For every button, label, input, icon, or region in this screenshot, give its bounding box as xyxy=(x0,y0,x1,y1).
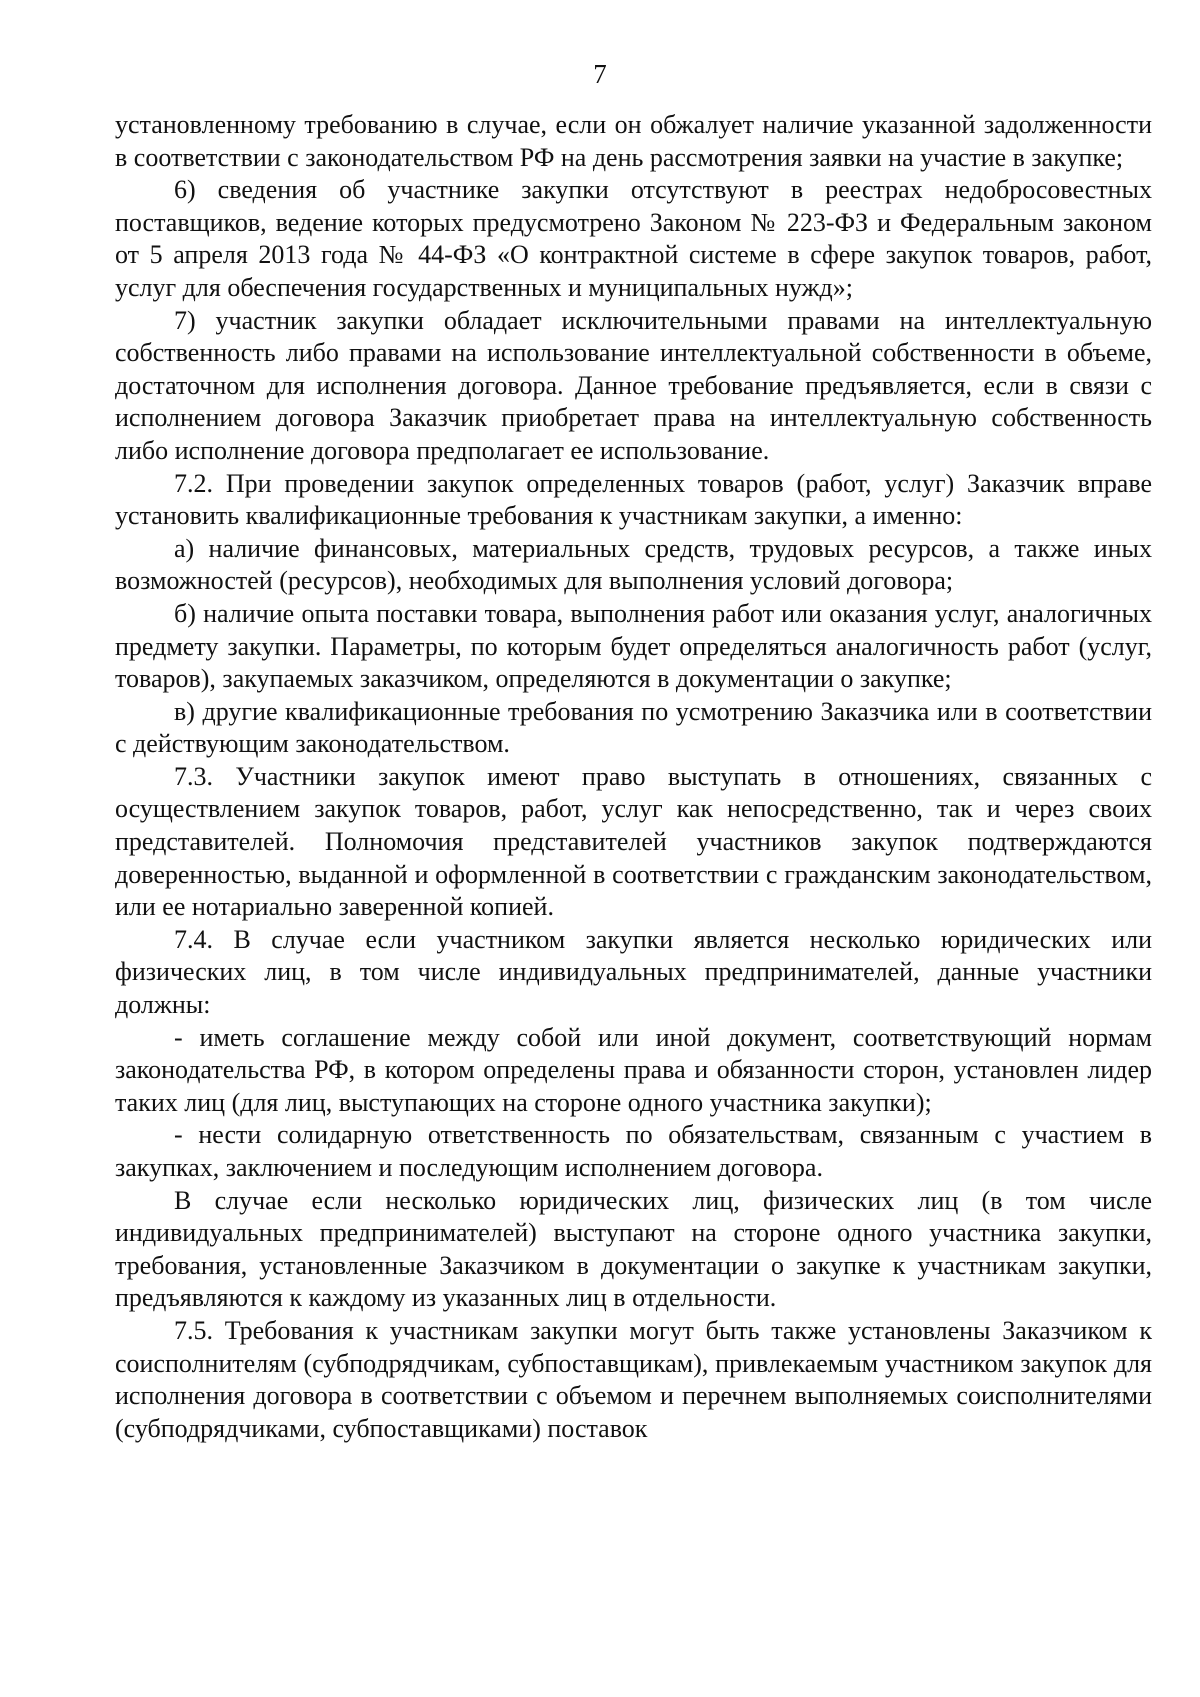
paragraph: В случае если несколько юридических лиц, физических лиц (в том числе индивидуальных предпринимателей) выступают на стороне одного участника закупки, требования, установленные Заказчиком в документации о закупке к участникам закупки, предъявляются к каждому из указанных лиц в отдельности. xyxy=(115,1185,1152,1313)
paragraph: - нести солидарную ответственность по обязательствам, связанным с участием в закупках, заключением и последующим исполнением договора. xyxy=(115,1120,1152,1182)
paragraph: 7.3. Участники закупок имеют право выступать в отношениях, связанных с осуществлением закупок товаров, работ, услуг как непосредственно, так и через своих представителей. Полномочия представителей участников закупок подтверждаются доверенностью, выданной и оформленной в соответствии с гражданским законодательством, или ее нотариально заверенной копией. xyxy=(115,761,1152,922)
paragraph: 7.5. Требования к участникам закупки могут быть также установлены Заказчиком к соисполнителям (субподрядчикам, субпоставщикам), привлекаемым участником закупок для исполнения договора в соответствии с объемом и перечнем выполняемых соисполнителями (субподрядчиками, субпоставщиками) поставок xyxy=(115,1315,1152,1443)
paragraph: 7) участник закупки обладает исключительными правами на интеллектуальную собственность либо правами на использование интеллектуальной собственности в объеме, достаточном для исполнения договора. Данное требование предъявляется, если в связи с исполнением договора Заказчик приобретает права на интеллектуальную собственность либо исполнение договора предполагает ее использование. xyxy=(115,305,1152,465)
paragraph: в) другие квалификационные требования по усмотрению Заказчика или в соответствии с действующим законодательством. xyxy=(115,696,1152,759)
document-body xyxy=(115,109,1152,1445)
paragraph: 7.2. При проведении закупок определенных товаров (работ, услуг) Заказчик вправе установить квалификационные требования к участникам закупки, а именно: xyxy=(115,468,1152,531)
page-number: 7 xyxy=(593,59,607,89)
paragraph: а) наличие финансовых, материальных средств, трудовых ресурсов, а также иных возможностей (ресурсов), необходимых для выполнения условий договора; xyxy=(115,533,1152,596)
paragraph: - иметь соглашение между собой или иной документ, соответствующий нормам законодательства РФ, в котором определены права и обязанности сторон, установлен лидер таких лиц (для лиц, выступающих на стороне одного участника закупки); xyxy=(115,1022,1152,1117)
paragraph: б) наличие опыта поставки товара, выполнения работ или оказания услуг, аналогичных предмету закупки. Параметры, по которым будет определяться аналогичность работ (услуг, товаров), закупаемых заказчиком, определяются в документации о закупке; xyxy=(115,598,1152,694)
paragraph: установленному требованию в случае, если он обжалует наличие указанной задолженности в соответствии с законодательством РФ на день рассмотрения заявки на участие в закупке; xyxy=(115,110,1152,172)
paragraph: 6) сведения об участнике закупки отсутствуют в реестрах недобросовестных поставщиков, ведение которых предусмотрено Законом № 223-ФЗ и Федеральным законом от 5 апреля 2013 года № 44-ФЗ «О контрактной системе в сфере закупок товаров, работ, услуг для обеспечения государственных и муниципальных нужд»; xyxy=(115,175,1152,302)
paragraph: 7.4. В случае если участником закупки является несколько юридических или физических лиц, в том числе индивидуальных предпринимателей, данные участники должны: xyxy=(115,924,1152,1020)
